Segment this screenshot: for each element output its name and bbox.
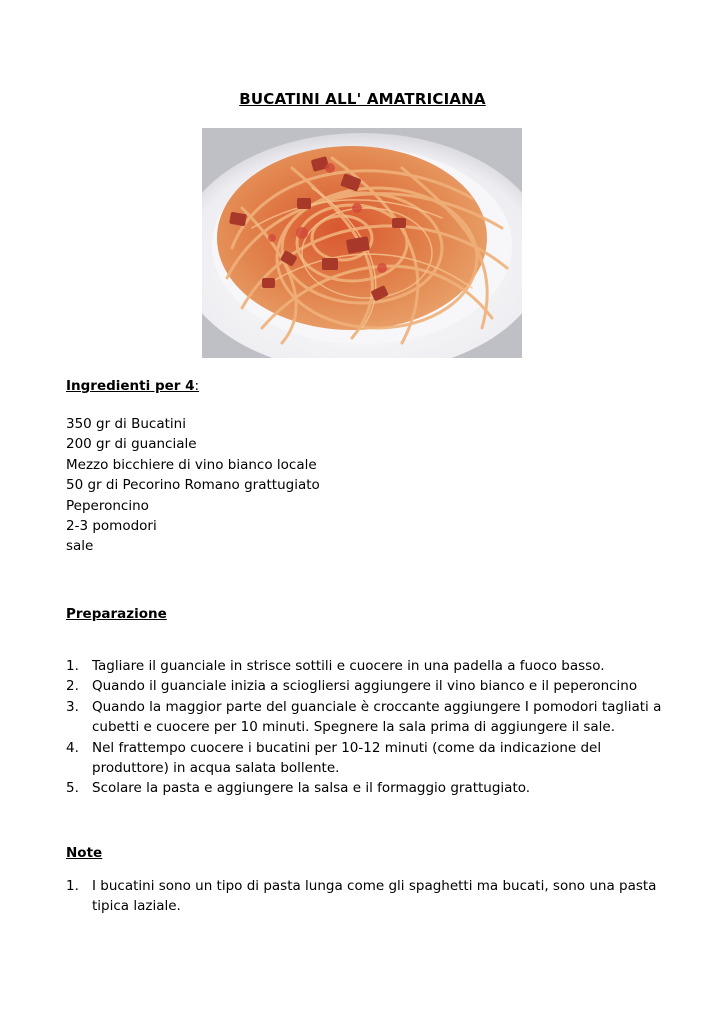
preparation-step (66, 656, 666, 676)
preparation-step (66, 738, 666, 779)
note-item (66, 876, 666, 917)
preparation-step (66, 676, 666, 696)
note-number: 1. (66, 878, 79, 894)
step-number: 4. (66, 739, 79, 756)
step-text: Quando il guanciale inizia a sciogliersi aggiungere il vino bianco e il peperoncino (92, 678, 638, 695)
pasta-plate-icon (202, 128, 522, 358)
step-text: Scolare la pasta e aggiungere la salsa e il formaggio grattugiato. (92, 780, 531, 797)
ingredients-heading-text: Ingredienti per 4 (66, 378, 195, 394)
preparation-step (66, 697, 666, 738)
ingredient-item: 350 gr di Bucatini (66, 416, 186, 432)
notes-heading: Note (66, 845, 103, 861)
note-text: I bucatini sono un tipo di pasta lunga come gli spaghetti ma bucati, sono una pasta tipica laziale. (92, 878, 657, 915)
ingredient-item: 200 gr di guanciale (66, 436, 197, 453)
step-text: Quando la maggior parte del guanciale è croccante aggiungere I pomodori tagliati a cubetti e cuocere per 10 minuti. Spegnere la sala prima di aggiungere il sale. (92, 698, 662, 736)
preparation-heading: Preparazione (66, 606, 167, 622)
ingredients-list (66, 414, 320, 557)
step-number: 5. (66, 780, 79, 797)
step-number: 2. (66, 678, 79, 695)
ingredient-item: 2-3 pomodori (66, 518, 157, 535)
page-title: BUCATINI ALL' AMATRICIANA (239, 90, 486, 108)
step-number: 3. (66, 698, 79, 715)
pasta-dish-image (202, 128, 522, 358)
ingredient-item: Mezzo bicchiere di vino bianco locale (66, 456, 317, 473)
step-number: 1. (66, 658, 79, 674)
preparation-step (66, 778, 666, 798)
ingredient-item: Peperoncino (66, 497, 149, 514)
preparation-steps (66, 656, 666, 799)
ingredient-item: sale (66, 538, 94, 555)
step-text: Nel frattempo cuocere i bucatini per 10-12 minuti (come da indicazione del produttore) in acqua salata bollente. (92, 739, 602, 777)
ingredients-heading-colon: : (194, 378, 200, 394)
ingredients-heading (66, 378, 199, 394)
step-text: Tagliare il guanciale in strisce sottili e cuocere in una padella a fuoco basso. (92, 658, 605, 674)
notes-list (66, 876, 666, 917)
ingredient-item: 50 gr di Pecorino Romano grattugiato (66, 477, 320, 494)
